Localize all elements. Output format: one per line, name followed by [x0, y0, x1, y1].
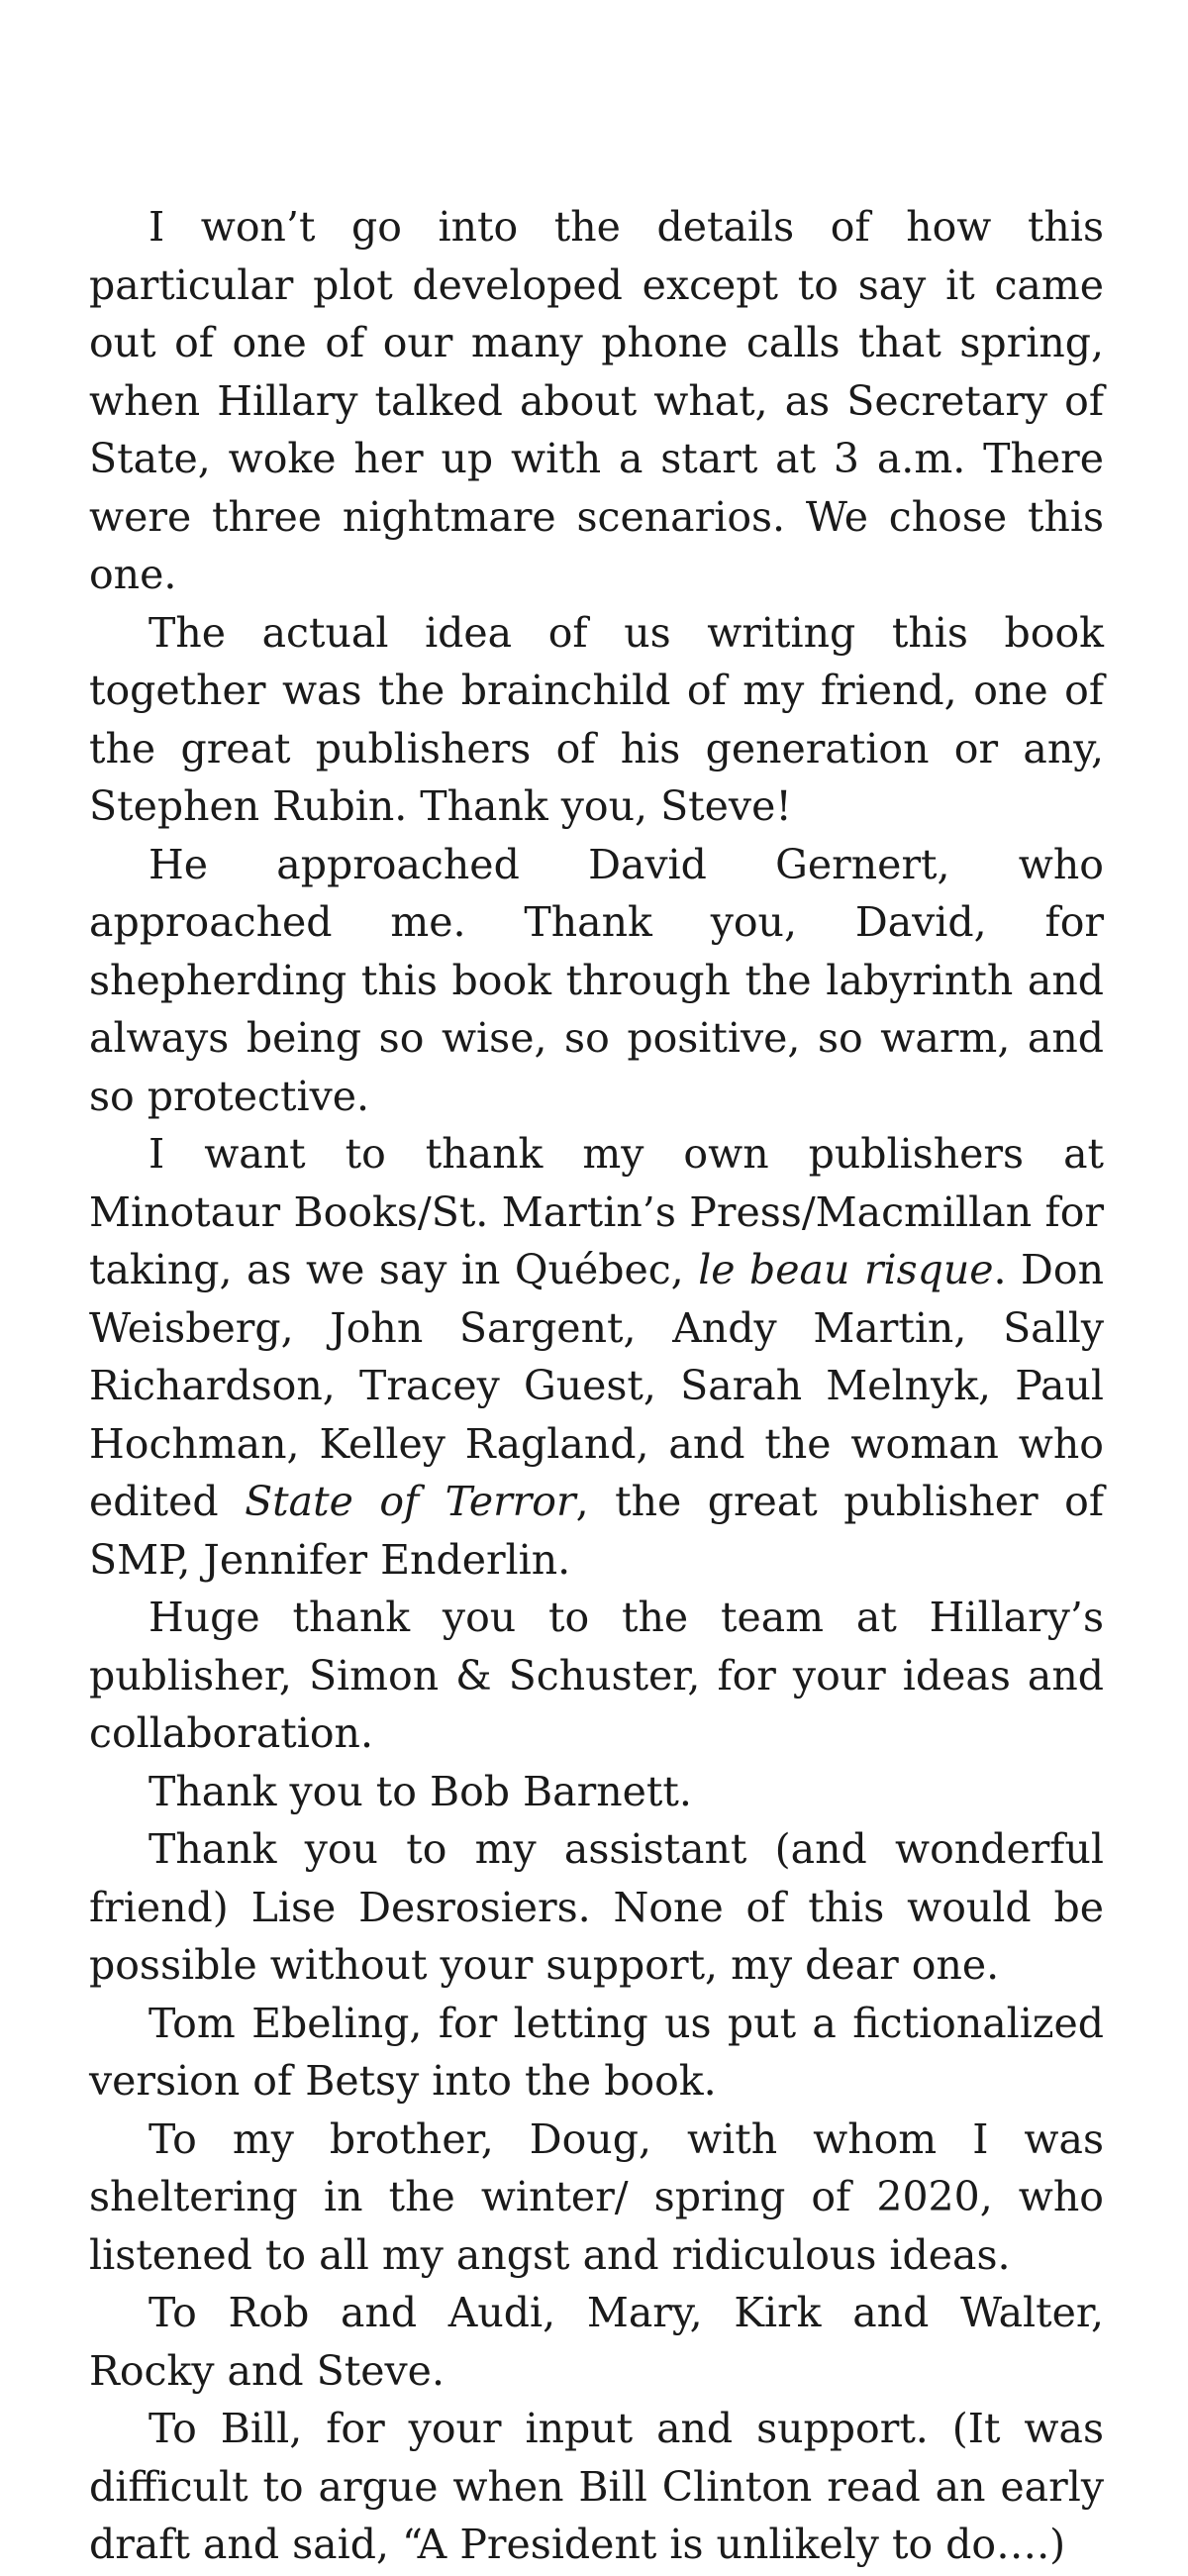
paragraph	[89, 2400, 1104, 2574]
paragraph-text: I want to thank my own publishers at Minotaur Books/St. Martin’s Press/Macmillan for taking, as we say in Québec,	[89, 1130, 1104, 1293]
page-body	[89, 198, 1104, 2574]
paragraph-text: I won’t go into the details of how this particular plot developed except to say it came out of one of our many phone calls that spring, when Hillary talked about what, as Secretary of State, woke her up with a start at 3 a.m. There were three nightmare scenarios. We chose this one.	[89, 203, 1104, 598]
paragraph-text: , the great publisher of SMP, Jennifer Enderlin.	[89, 1478, 1104, 1584]
paragraph-text: Huge thank you to the team at Hillary’s publisher, Simon & Schuster, for your ideas and collaboration.	[89, 1594, 1104, 1757]
paragraph-text: To my brother, Doug, with whom I was sheltering in the winter/ spring of 2020, who listened to all my angst and ridiculous ideas.	[89, 2114, 1104, 2279]
book-title: State of Terror	[245, 1478, 576, 1525]
paragraph-text: Thank you to my assistant (and wonderful friend) Lise Desrosiers. None of this would be possible without your support, my dear one.	[89, 1825, 1104, 1989]
paragraph-text: The actual idea of us writing this book together was the brainchild of my friend, one of the great publishers of his generation or any, Stephen Rubin. Thank you, Steve!	[89, 608, 1104, 830]
paragraph	[89, 1763, 1104, 1821]
paragraph	[89, 836, 1104, 1126]
paragraph	[89, 1125, 1104, 1589]
paragraph	[89, 1820, 1104, 1995]
paragraph-text: Thank you to Bob Barnett.	[148, 1767, 692, 1815]
paragraph	[89, 1995, 1104, 2111]
paragraph	[89, 2284, 1104, 2400]
paragraph-text: . Don Weisberg, John Sargent, Andy Martin, Sally Richardson, Tracey Guest, Sarah Melnyk, Paul Hochman, Kelley Ragland, and the woman who edited	[89, 1246, 1104, 1525]
paragraph	[89, 604, 1104, 836]
italic-phrase: le beau risque	[698, 1246, 994, 1293]
paragraph	[89, 198, 1104, 604]
paragraph-text: He approached David Gernert, who approached me. Thank you, David, for shepherding this book through the labyrinth and always being so wise, so positive, so warm, and so protective.	[89, 840, 1104, 1120]
paragraph	[89, 2111, 1104, 2285]
paragraph-text: To Rob and Audi, Mary, Kirk and Walter, Rocky and Steve.	[89, 2289, 1104, 2395]
paragraph-text: Tom Ebeling, for letting us put a fictionalized version of Betsy into the book.	[89, 1999, 1104, 2105]
paragraph	[89, 1589, 1104, 1763]
paragraph-text: To Bill, for your input and support. (It was difficult to argue when Bill Clinton read an early draft and said, “A President is unlikely to do….)	[89, 2405, 1104, 2568]
